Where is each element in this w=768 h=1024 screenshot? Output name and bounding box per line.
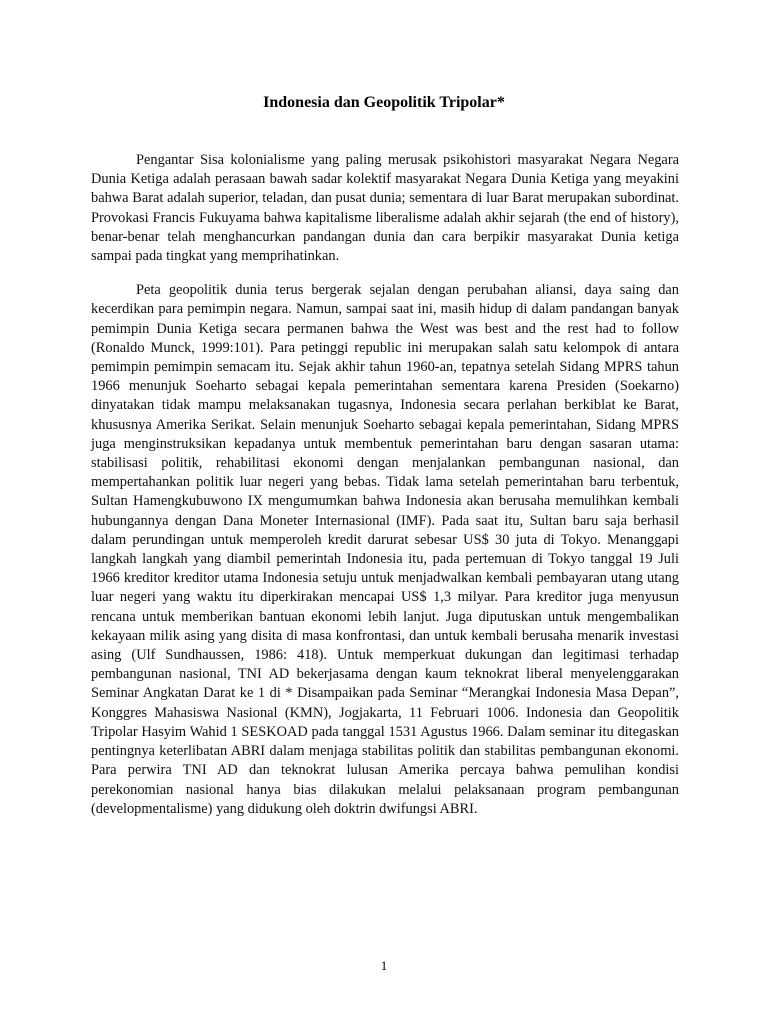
document-title: Indonesia dan Geopolitik Tripolar* [263,94,505,111]
paragraph-intro: Pengantar Sisa kolonialisme yang paling merusak psikohistori masyarakat Negara Negara Dunia Ketiga adalah perasaan bawah sadar kolektif masyarakat Negara Dunia Ketiga yang meyakini bahwa Barat adalah superior, teladan, dan pusat dunia; sementara di luar Barat merupakan subordinat. Provokasi Francis Fukuyama bahwa kapitalisme liberalisme adalah akhir sejarah (the end of history), benar-benar telah menghancurkan pandangan dunia dan cara berpikir masyarakat Dunia ketiga sampai pada tingkat yang memprihatinkan. [91,152,679,265]
document-body [91,151,679,819]
paragraph-geopolitics: Peta geopolitik dunia terus bergerak sejalan dengan perubahan aliansi, daya saing dan kecerdikan para pemimpin negara. Namun, sampai saat ini, masih hidup di dalam pandangan banyak pemimpin Dunia Ketiga secara permanen bahwa the West was best and the rest had to follow (Ronaldo Munck, 1999:101). Para petinggi republic ini merupakan salah satu kelompok di antara pemimpin pemimpin semacam itu. Sejak akhir tahun 1960-an, tepatnya setelah Sidang MPRS tahun 1966 menunjuk Soeharto sebagai kepala pemerintahan sementara karena Presiden (Soekarno) dinyatakan tidak mampu melaksanakan tugasnya, Indonesia secara perlahan berkiblat ke Barat, khususnya Amerika Serikat. Selain menunjuk Soeharto sebagai kepala pemerintahan, Sidang MPRS juga menginstruksikan kepadanya untuk membentuk pemerintahan baru dengan sasaran utama: stabilisasi politik, rehabilitasi ekonomi dengan menjalankan pembangunan nasional, dan mempertahankan politik luar negeri yang bebas. Tidak lama setelah pemerintahan baru terbentuk, Sultan Hamengkubuwono IX mengumumkan bahwa Indonesia akan berusaha memulihkan kembali hubungannya dengan Dana Moneter Internasional (IMF). Pada saat itu, Sultan baru saja berhasil dalam perundingan untuk memperoleh kredit darurat sebesar US$ 30 juta di Tokyo. Menanggapi langkah langkah yang diambil pemerintah Indonesia itu, pada pertemuan di Tokyo tanggal 19 Juli 1966 kreditor kreditor utama Indonesia setuju untuk menjadwalkan kembali pembayaran utang utang luar negeri yang waktu itu diperkirakan mencapai US$ 1,3 milyar. Para kreditor juga menyusun rencana untuk memberikan bantuan ekonomi lebih lanjut. Juga diputuskan untuk mengembalikan kekayaan milik asing yang disita di masa konfrontasi, dan untuk kembali berusaha menarik investasi asing (Ulf Sundhaussen, 1986: 418). Untuk memperkuat dukungan dan legitimasi terhadap pembangunan nasional, TNI AD bekerjasama dengan kaum teknokrat liberal menyelenggarakan Seminar Angkatan Darat ke 1 di * Disampaikan pada Seminar “Merangkai Indonesia Masa Depan”, Konggres Mahasiswa Nasional (KMN), Jogjakarta, 11 Februari 1006. Indonesia dan Geopolitik Tripolar Hasyim Wahid 1 SESKOAD pada tanggal 1531 Agustus 1966. Dalam seminar itu ditegaskan pentingnya keterlibatan ABRI dalam menjaga stabilitas politik dan stabilitas pembangunan ekonomi. Para perwira TNI AD dan teknokrat lulusan Amerika percaya bahwa pemulihan kondisi perekonomian nasional hanya bias dilakukan melalui pelaksanaan program pembangunan (developmentalisme) yang didukung oleh doktrin dwifungsi ABRI. [91,282,679,817]
page-number: 1 [380,958,388,973]
